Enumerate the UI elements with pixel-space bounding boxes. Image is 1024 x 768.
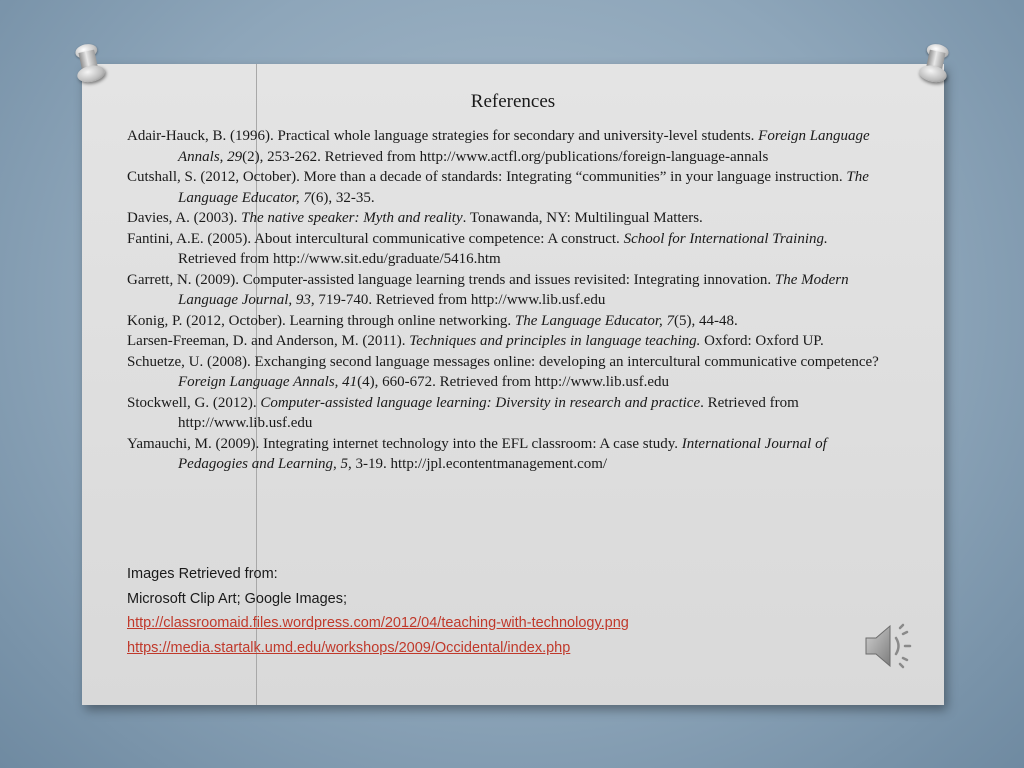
reference-item: Larsen-Freeman, D. and Anderson, M. (2011). Techniques and principles in language teaching. Oxford: Oxford UP. bbox=[127, 333, 824, 349]
reference-item: Adair-Hauck, B. (1996). Practical whole language strategies for secondary and university-level students. Foreign Language Annals, 29(2), 253-262. Retrieved from http://www.actfl.org/publications/foreign-language-annals bbox=[127, 128, 870, 165]
slide-title: References bbox=[470, 91, 556, 112]
reference-item: Davies, A. (2003). The native speaker: Myth and reality. Tonawanda, NY: Multilingual Matters. bbox=[127, 210, 703, 226]
image-credits bbox=[127, 562, 827, 660]
reference-item: Konig, P. (2012, October). Learning through online networking. The Language Educator, 7(5), 44-48. bbox=[127, 312, 738, 329]
reference-item: Schuetze, U. (2008). Exchanging second language messages online: developing an intercultural communicative competence? Foreign Language Annals, 41(4), 660-672. Retrieved from http://www.lib.usf.edu bbox=[127, 353, 879, 390]
speaker-icon[interactable] bbox=[864, 620, 920, 672]
images-heading: Images Retrieved from: bbox=[127, 566, 278, 582]
reference-item: Stockwell, G. (2012). Computer-assisted language learning: Diversity in research and practice. Retrieved from http://www.lib.usf.edu bbox=[127, 394, 799, 431]
reference-item: Cutshall, S. (2012, October). More than a decade of standards: Integrating “communities” in your language instruction. The Language Educator, 7(6), 32-35. bbox=[127, 169, 869, 206]
image-link[interactable]: https://media.startalk.umd.edu/workshops/2009/Occidental/index.php bbox=[127, 639, 571, 656]
image-link[interactable]: http://classroomaid.files.wordpress.com/2012/04/teaching-with-technology.png bbox=[127, 615, 629, 631]
pushpin-icon bbox=[68, 41, 110, 87]
pushpin-icon bbox=[914, 41, 956, 87]
reference-item: Garrett, N. (2009). Computer-assisted language learning trends and issues revisited: Integrating innovation. The Modern Language Journal, 93, 719-740. Retrieved from http://www.lib.usf.edu bbox=[127, 271, 849, 308]
references-list bbox=[127, 126, 887, 475]
reference-item: Fantini, A.E. (2005). About intercultural communicative competence: A construct. School for International Training. Retrieved from http://www.sit.edu/graduate/5416.htm bbox=[127, 230, 828, 267]
reference-item: Yamauchi, M. (2009). Integrating internet technology into the EFL classroom: A case study. International Journal of Pedagogies and Learning, 5, 3-19. http://jpl.econtentmanagement.com/ bbox=[127, 435, 827, 472]
images-sources: Microsoft Clip Art; Google Images; bbox=[127, 590, 347, 607]
